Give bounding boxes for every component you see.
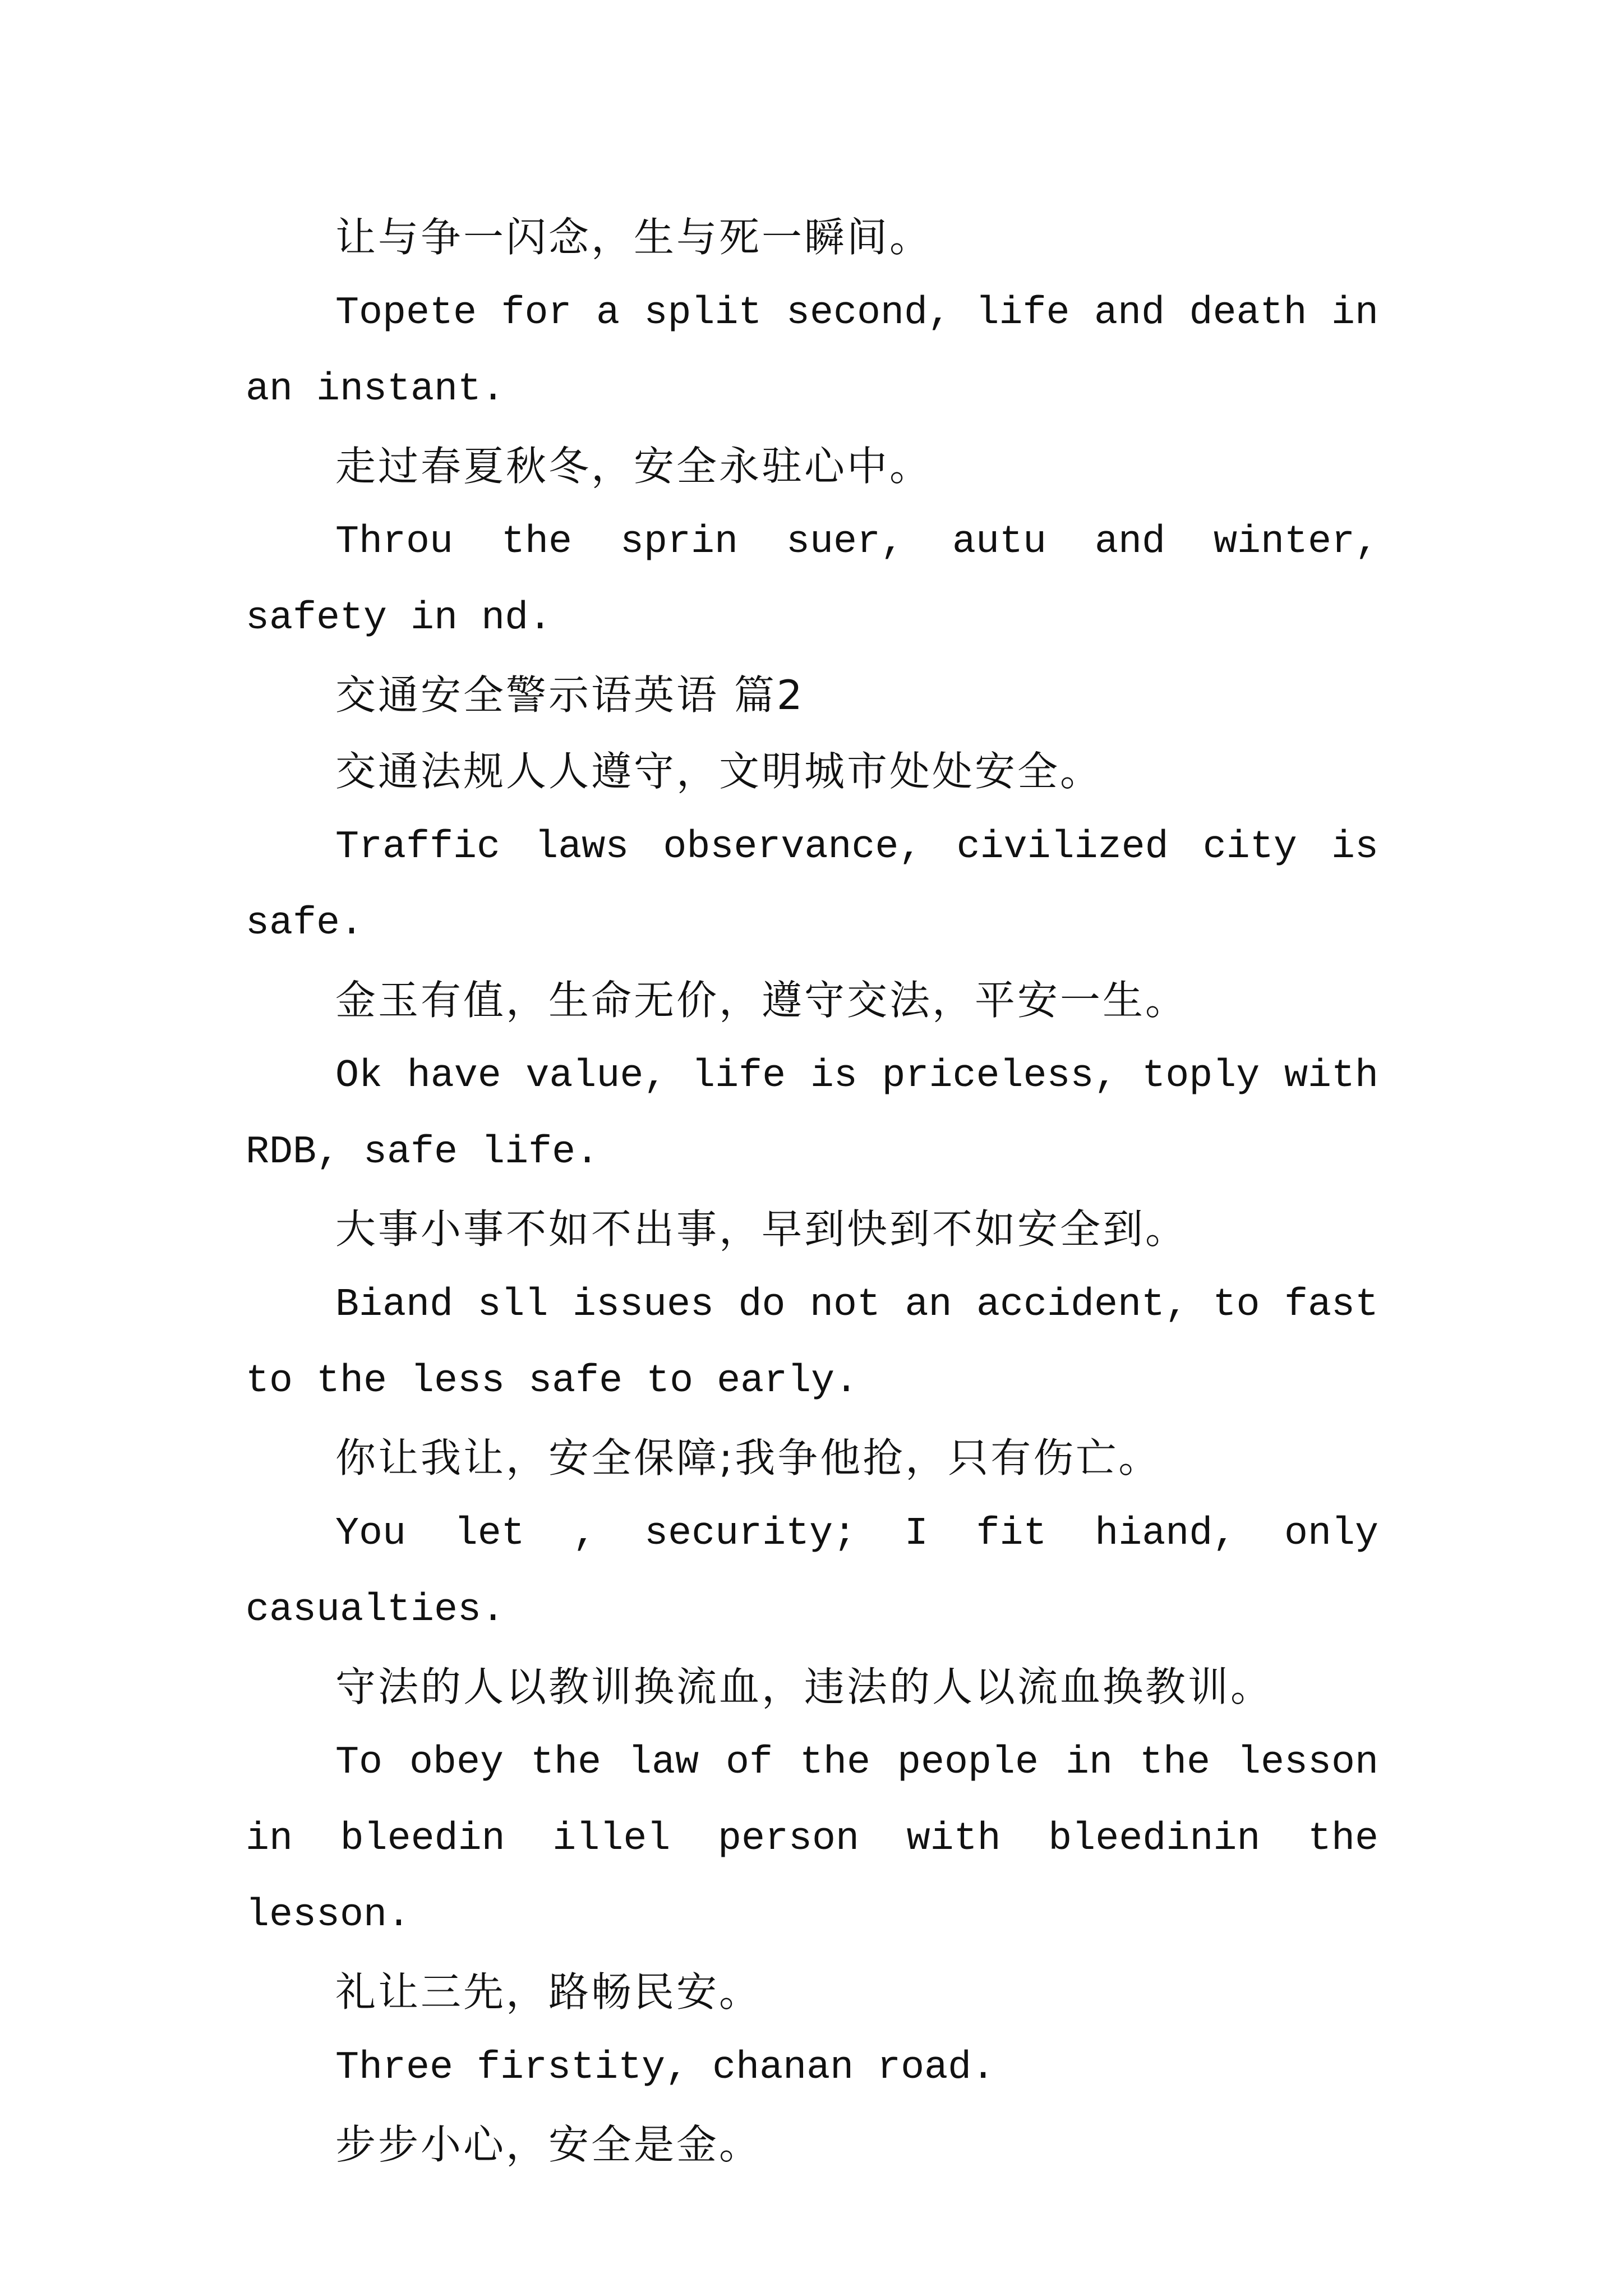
paragraph-zh: 金玉有值，生命无价，遵守交法，平安一生。 (335, 977, 1188, 1024)
paragraph-zh: 走过春夏秋冬，安全永驻心中。 (335, 443, 933, 490)
paragraph-zh: 守法的人以教训换流血，违法的人以流血换教训。 (335, 1663, 1274, 1710)
paragraph-zh: 礼让三先，路畅民安。 (335, 1968, 762, 2016)
paragraph-zh: 步步小心，安全是金。 (335, 2121, 762, 2168)
paragraph-zh: 你让我让，安全保障;我争他抢，只有伤亡。 (335, 1434, 1161, 1481)
paragraph-en: To obey the law of the people in the lesson in bleedin illel person with bleedinin the lesson. (246, 1741, 1378, 1938)
document-body (246, 199, 1378, 2183)
paragraph-zh: 让与争一闪念，生与死一瞬间。 (335, 214, 933, 261)
paragraph-en: Biand sll issues do not an accident, to fast to the less safe to early. (246, 1283, 1378, 1404)
section-heading: 交通安全警示语英语 篇2 (335, 671, 805, 719)
paragraph-en: Throu the sprin suer, autu and winter, safety in nd. (246, 520, 1378, 641)
paragraph-en: Traffic laws observance, civilized city is safe. (246, 825, 1378, 946)
paragraph-zh: 交通法规人人遵守，文明城市处处安全。 (335, 748, 1103, 795)
paragraph-en: You let , security; I fit hiand, only casualties. (246, 1512, 1378, 1632)
paragraph-zh: 大事小事不如不出事，早到快到不如安全到。 (335, 1205, 1188, 1253)
paragraph-en: Ok have value, life is priceless, toply with RDB, safe life. (246, 1054, 1378, 1175)
paragraph-en: Topete for a split second, life and death in an instant. (246, 291, 1378, 412)
paragraph-en: Three firstity, chanan road. (335, 2046, 995, 2090)
